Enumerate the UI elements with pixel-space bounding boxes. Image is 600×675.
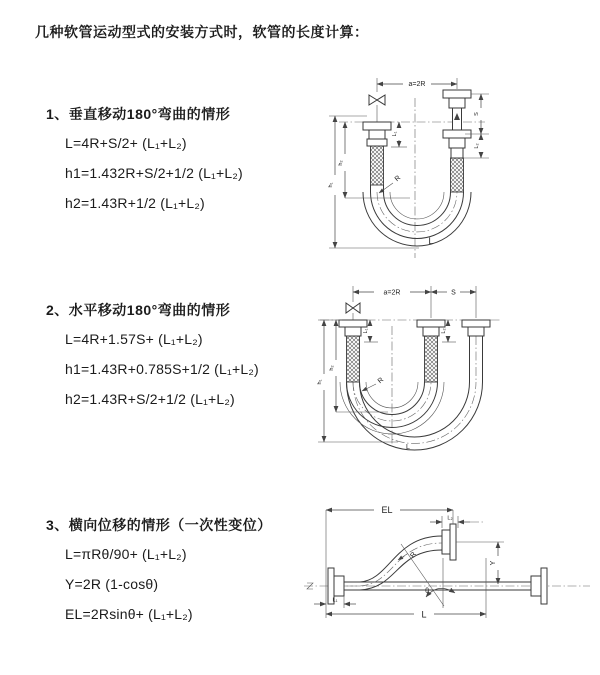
flange-right-bottom: [531, 568, 547, 604]
dim-h1-label: h₁: [317, 379, 323, 385]
dim-l2-label: L₂: [447, 515, 453, 522]
braided-hose: [347, 336, 360, 382]
d3-dimensions: [314, 505, 504, 620]
formula-line: h1=1.43R+0.785S+1/2 (L₁+L₂): [65, 361, 259, 377]
flange-fitting-left: [363, 122, 391, 192]
radius-label: R: [393, 174, 403, 184]
formula-line: Y=2R (1-cosθ): [65, 576, 159, 592]
braided-hose: [371, 146, 384, 185]
d1-hose: [363, 90, 471, 246]
diagram-1-svg: [315, 70, 595, 265]
dim-s-label: S: [474, 112, 480, 116]
diagram-vertical-180-bend: [315, 70, 595, 270]
section-2-heading: 2、水平移动180°弯曲的情形: [46, 302, 231, 318]
d3-hose: [328, 524, 547, 604]
formula-line: L=πRθ/90+ (L₁+L₂): [65, 546, 187, 562]
length-label: L: [428, 236, 434, 246]
radius-label: R: [376, 376, 386, 386]
braided-hose: [451, 158, 464, 192]
formula-line: L=4R+1.57S+ (L₁+L₂): [65, 331, 203, 347]
section-1: [46, 104, 243, 218]
dim-l1-label: L₁: [332, 597, 338, 604]
flange-fitting-right: [462, 320, 490, 336]
dim-l2-label: L₂: [441, 328, 447, 334]
d2-dimensions: [317, 286, 476, 451]
dim-el-label: EL: [381, 505, 393, 515]
flange-fitting-right: [443, 90, 471, 192]
formula-line: h1=1.432R+S/2+1/2 (L₁+L₂): [65, 165, 243, 181]
valve-icon: [346, 303, 360, 320]
u-bend-arcs: [363, 192, 471, 246]
flange-right-top: [442, 524, 456, 560]
formula-line: EL=2Rsinθ+ (L₁+L₂): [65, 606, 193, 622]
section-3-formulas: [65, 539, 272, 629]
section-3: [46, 515, 272, 629]
valve-icon: [369, 95, 385, 122]
length-label: L: [406, 444, 410, 451]
section-1-heading: 1、垂直移动180°弯曲的情形: [46, 106, 231, 122]
dim-h1-label: h₁: [328, 182, 334, 188]
diagram-3-svg: [298, 496, 598, 641]
section-3-heading: 3、横向位移的情形（一次性变位）: [46, 517, 272, 533]
formula-line: L=4R+S/2+ (L₁+L₂): [65, 135, 187, 151]
dim-h2-label: h₂: [329, 365, 335, 371]
d2-hose: [339, 303, 490, 450]
dim-l2-label: L₂: [474, 143, 480, 149]
section-2: [46, 300, 259, 414]
diagram-lateral-displacement: [298, 496, 598, 646]
section-1-formulas: [65, 128, 243, 218]
diagram-horizontal-180-bend: [308, 282, 598, 459]
diagram-2-svg: [308, 282, 598, 454]
formula-line: h2=1.43R+S/2+1/2 (L₁+L₂): [65, 391, 235, 407]
dim-l1-label: L₁: [392, 131, 398, 137]
dim-theta-label: θ: [425, 588, 429, 595]
section-2-formulas: [65, 324, 259, 414]
dim-y-label: Y: [490, 560, 497, 566]
displaced-hose-arcs: [347, 336, 483, 450]
dim-a-label: a=2R: [408, 81, 426, 88]
dim-s-label: S: [451, 289, 456, 297]
dim-h2-label: h₂: [338, 160, 344, 166]
dim-a-label: a=2R: [383, 289, 401, 297]
formula-line: h2=1.43R+1/2 (L₁+L₂): [65, 195, 205, 211]
page-title: 几种软管运动型式的安装方式时，软管的长度计算：: [35, 24, 369, 40]
braided-hose: [425, 336, 438, 382]
dim-l1-label: L₁: [363, 328, 369, 334]
radius-label: R: [409, 551, 419, 560]
length-label: L: [421, 609, 427, 620]
